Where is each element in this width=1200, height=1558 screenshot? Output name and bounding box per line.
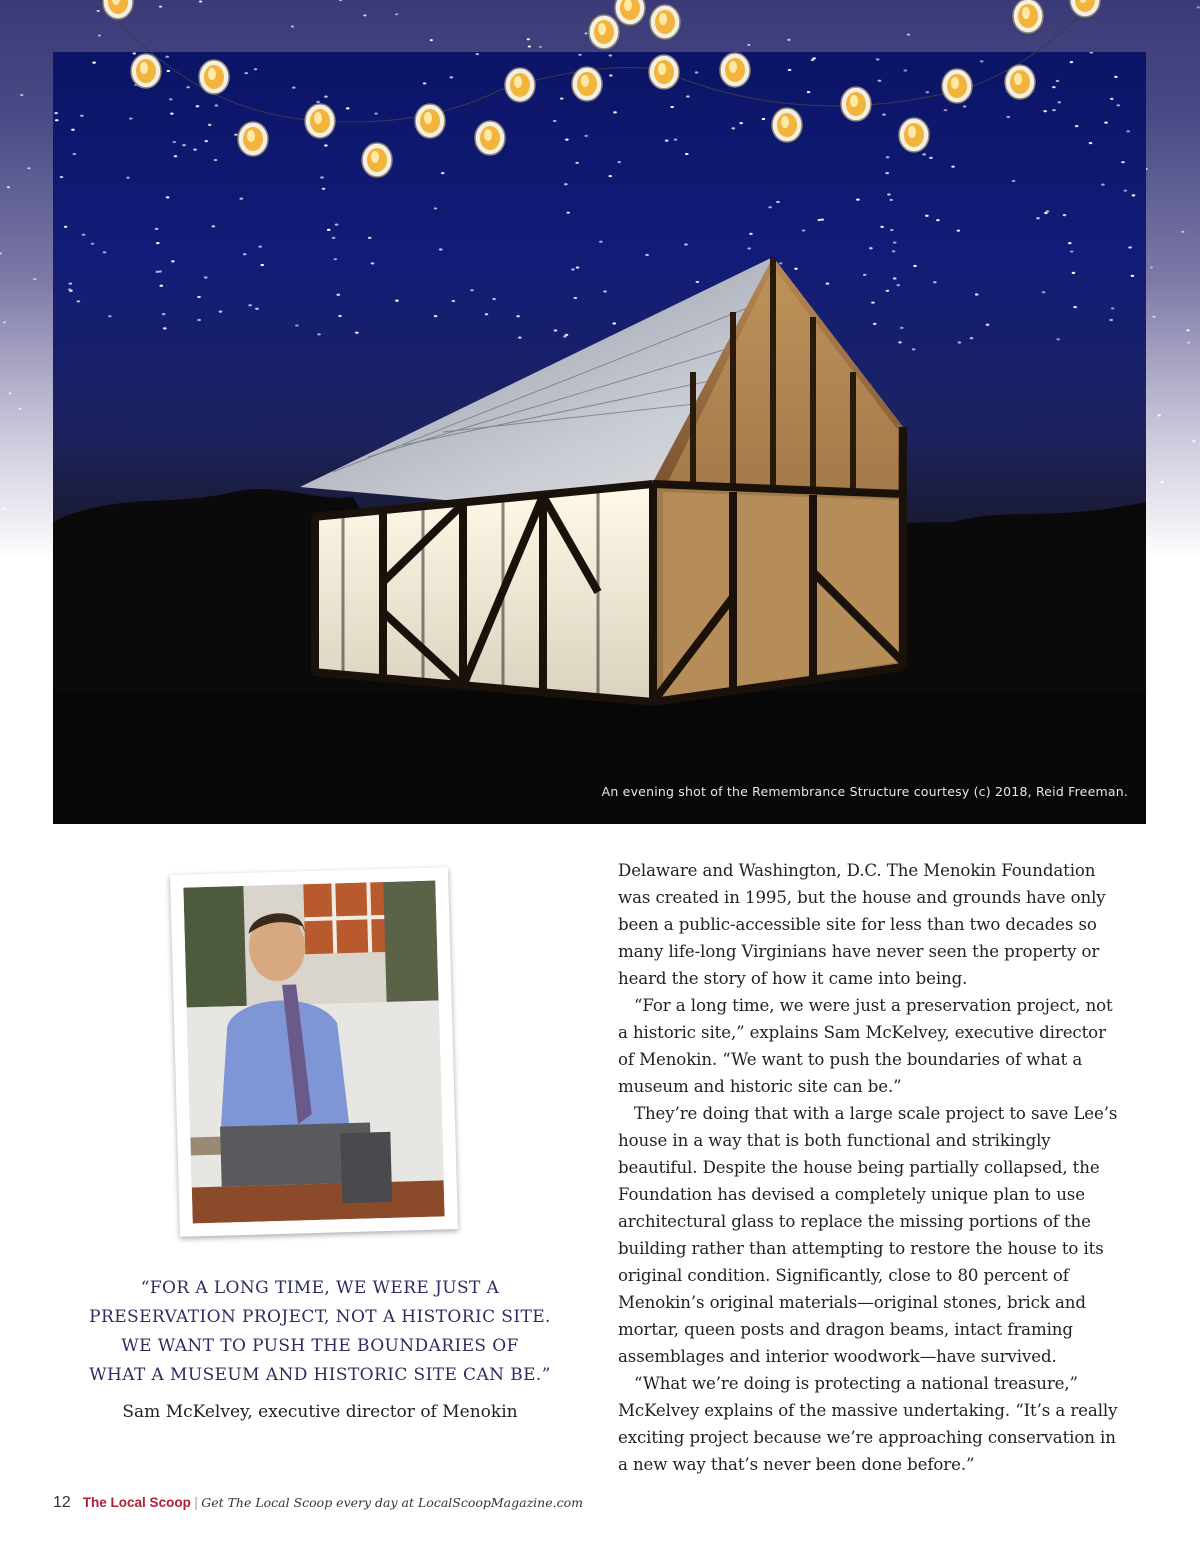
star-dot <box>695 71 699 73</box>
portrait-photo <box>183 881 444 1224</box>
star-dot <box>0 252 2 254</box>
star-dot <box>739 122 743 124</box>
star-dot <box>335 223 339 225</box>
star-dot <box>609 54 613 56</box>
star-dot <box>322 188 326 190</box>
star-dot <box>20 94 23 96</box>
star-dot <box>308 125 312 127</box>
star-dot <box>1056 80 1060 82</box>
star-dot <box>970 337 974 339</box>
star-dot <box>885 172 889 174</box>
star-dot <box>963 105 967 107</box>
footer-tagline: Get The Local Scoop every day at LocalScoopMagazine.com <box>201 1495 583 1510</box>
star-dot <box>423 82 427 84</box>
star-dot <box>159 6 162 8</box>
star-dot <box>539 46 542 48</box>
star-dot <box>913 265 917 267</box>
star-dot <box>441 172 445 174</box>
star-dot <box>60 176 64 178</box>
star-dot <box>174 155 178 157</box>
star-dot <box>92 62 96 64</box>
star-dot <box>893 277 897 279</box>
star-dot <box>255 308 259 310</box>
star-dot <box>566 212 570 214</box>
star-dot <box>1006 116 1010 118</box>
star-dot <box>1186 329 1189 331</box>
star-dot <box>584 32 587 34</box>
star-dot <box>1132 194 1136 196</box>
star-dot <box>674 138 678 140</box>
star-dot <box>670 106 674 108</box>
star-dot <box>1036 217 1040 219</box>
star-dot <box>922 153 926 155</box>
star-dot <box>142 69 146 71</box>
star-dot <box>599 241 603 243</box>
star-dot <box>788 69 792 71</box>
star-dot <box>452 300 456 302</box>
star-dot <box>812 57 816 59</box>
star-dot <box>167 70 171 72</box>
star-dot <box>156 242 160 244</box>
star-dot <box>1072 272 1076 274</box>
star-dot <box>1012 180 1016 182</box>
star-dot <box>696 281 700 283</box>
star-dot <box>1070 250 1074 252</box>
star-dot <box>1046 210 1050 212</box>
article-paragraph: “For a long time, we were just a preservation project, not a historic site,” explains Sam McKelvey, executive director of Menokin. “We want to push the boundaries of what a museum and historic site can be.” <box>618 996 1113 1096</box>
star-dot <box>793 133 797 135</box>
star-dot <box>239 198 243 200</box>
star-dot <box>324 96 328 98</box>
star-dot <box>291 26 294 28</box>
star-dot <box>1128 246 1132 248</box>
article-paragraph: They’re doing that with a large scale project to save Lee’s house in a way that is both functional and strikingly beautiful. Despite the house being partially collapsed, the Foundation has devised a completely unique plan to use architectural glass to replace the missing portions of the building rather than attempting to restore the house to its original condition. Significantly, close to 80 percent of Menokin’s original materials—original stones, brick and mortar, queen posts and dragon beams, intact framing assemblages and interior woodwork—have survived. <box>618 1104 1118 1366</box>
star-dot <box>882 114 886 116</box>
star-dot <box>214 159 218 161</box>
star-dot <box>904 69 908 71</box>
star-dot <box>565 334 569 336</box>
star-dot <box>316 101 320 103</box>
star-dot <box>944 109 948 111</box>
star-dot <box>747 247 751 249</box>
star-dot <box>334 258 338 260</box>
star-dot <box>197 296 201 298</box>
star-dot <box>132 52 136 54</box>
star-dot <box>166 196 170 198</box>
star-dot <box>887 193 891 195</box>
star-dot <box>571 268 575 270</box>
star-dot <box>865 103 869 105</box>
star-dot <box>591 26 594 28</box>
star-dot <box>1114 76 1118 78</box>
star-dot <box>3 508 6 510</box>
star-dot <box>450 76 454 78</box>
star-dot <box>873 323 877 325</box>
star-dot <box>395 300 399 302</box>
star-dot <box>768 206 772 208</box>
star-dot <box>159 285 163 287</box>
star-dot <box>371 262 375 264</box>
article-paragraph: “What we’re doing is protecting a national treasure,” McKelvey explains of the massive undertaking. “It’s a really exciting project because we’re approaching conservation in a new way that’s never been done before.” <box>618 1374 1118 1474</box>
star-dot <box>346 107 350 109</box>
star-dot <box>155 271 159 273</box>
star-dot <box>892 250 896 252</box>
star-dot <box>1056 338 1060 340</box>
star-dot <box>907 34 910 36</box>
star-dot <box>880 226 884 228</box>
star-dot <box>685 153 689 155</box>
pull-quote <box>60 1274 580 1390</box>
star-dot <box>434 110 438 112</box>
star-dot <box>258 246 262 248</box>
star-dot <box>575 162 579 164</box>
star-dot <box>886 290 890 292</box>
star-dot <box>486 132 490 134</box>
photo-caption: An evening shot of the Remembrance Structure courtesy (c) 2018, Reid Freeman. <box>601 784 1128 799</box>
star-dot <box>260 264 264 266</box>
star-dot <box>126 177 130 179</box>
pull-quote-line: WHAT A MUSEUM AND HISTORIC SITE CAN BE.” <box>89 1365 551 1385</box>
star-dot <box>439 248 443 250</box>
star-dot <box>430 39 433 41</box>
star-dot <box>324 144 328 146</box>
star-dot <box>787 39 790 41</box>
star-dot <box>199 1 202 3</box>
star-dot <box>339 0 342 1</box>
star-dot <box>108 315 112 317</box>
star-dot <box>1111 307 1115 309</box>
star-dot <box>91 243 95 245</box>
star-dot <box>254 68 258 70</box>
pull-quote-line: WE WANT TO PUSH THE BOUNDARIES OF <box>121 1336 519 1356</box>
structure-illustration <box>53 52 1146 824</box>
star-dot <box>579 71 583 73</box>
star-dot <box>665 140 669 142</box>
star-dot <box>77 300 81 302</box>
star-dot <box>776 201 780 203</box>
star-dot <box>292 86 296 88</box>
pull-quote-attribution: Sam McKelvey, executive director of Menokin <box>122 1402 518 1422</box>
star-dot <box>434 207 438 209</box>
star-dot <box>3 321 6 323</box>
star-dot <box>9 392 12 394</box>
star-dot <box>528 46 531 48</box>
star-dot <box>1057 101 1061 103</box>
star-dot <box>820 219 824 221</box>
star-dot <box>565 139 569 141</box>
star-dot <box>155 228 159 230</box>
star-dot <box>162 313 166 315</box>
star-dot <box>936 219 940 221</box>
star-dot <box>574 297 578 299</box>
star-dot <box>129 117 133 119</box>
star-dot <box>1070 61 1074 63</box>
star-dot <box>986 324 990 326</box>
star-dot <box>73 153 77 155</box>
star-dot <box>581 82 585 84</box>
star-dot <box>492 298 496 300</box>
footer-separator: | <box>193 1496 199 1511</box>
star-dot <box>197 319 201 321</box>
star-dot <box>165 56 169 58</box>
star-dot <box>893 241 897 243</box>
star-dot <box>1187 342 1190 344</box>
star-dot <box>603 290 607 292</box>
star-dot <box>1197 6 1200 8</box>
star-dot <box>612 322 616 324</box>
star-dot <box>1052 109 1056 111</box>
star-dot <box>889 199 893 201</box>
star-dot <box>910 135 914 137</box>
star-dot <box>912 348 916 350</box>
star-dot <box>103 251 107 253</box>
star-dot <box>1121 161 1125 163</box>
star-dot <box>609 74 613 76</box>
star-dot <box>1150 267 1153 269</box>
star-dot <box>762 118 766 120</box>
star-dot <box>802 229 806 231</box>
star-dot <box>933 281 937 283</box>
star-dot <box>234 134 238 136</box>
star-dot <box>1068 242 1072 244</box>
star-dot <box>578 54 582 56</box>
star-dot <box>1110 98 1114 100</box>
page-footer <box>53 1494 583 1512</box>
star-dot <box>97 10 100 12</box>
star-dot <box>434 315 438 317</box>
star-dot <box>980 60 984 62</box>
star-dot <box>71 129 75 131</box>
star-dot <box>170 113 174 115</box>
star-dot <box>1052 86 1056 88</box>
star-dot <box>18 408 21 410</box>
star-dot <box>259 145 263 147</box>
magazine-brand: The Local Scoop <box>82 1495 191 1510</box>
page-number: 12 <box>53 1494 71 1511</box>
star-dot <box>1124 189 1128 191</box>
star-dot <box>336 294 340 296</box>
star-dot <box>69 283 73 285</box>
star-dot <box>527 38 530 40</box>
star-dot <box>208 124 212 126</box>
star-dot <box>317 333 321 335</box>
star-dot <box>1063 214 1067 216</box>
star-dot <box>363 14 366 16</box>
star-dot <box>295 324 299 326</box>
star-dot <box>898 341 902 343</box>
star-dot <box>826 283 830 285</box>
star-dot <box>33 278 36 280</box>
star-dot <box>196 105 200 107</box>
star-dot <box>68 288 72 290</box>
star-dot <box>1090 52 1094 54</box>
star-dot <box>172 141 176 143</box>
star-dot <box>560 98 564 100</box>
star-dot <box>163 327 167 329</box>
star-dot <box>807 91 811 93</box>
star-dot <box>890 229 894 231</box>
star-dot <box>212 225 216 227</box>
star-dot <box>98 35 101 37</box>
star-dot <box>332 237 336 239</box>
star-dot <box>929 157 933 159</box>
article-paragraph: Delaware and Washington, D.C. The Menokin Foundation was created in 1995, but the house and grounds have only been a public-accessible site for less than two decades so many life-long Virginians have never seen the property or heard the story of how it came into being. <box>618 861 1106 988</box>
star-dot <box>182 144 186 146</box>
remembrance-structure-photo <box>53 52 1146 824</box>
star-dot <box>617 161 621 163</box>
star-dot <box>186 86 190 88</box>
star-dot <box>204 140 208 142</box>
star-dot <box>1104 121 1108 123</box>
star-dot <box>958 341 962 343</box>
star-dot <box>731 127 735 129</box>
star-dot <box>553 120 557 122</box>
star-dot <box>476 53 480 55</box>
star-dot <box>80 115 84 117</box>
star-dot <box>564 183 568 185</box>
star-dot <box>320 176 324 178</box>
star-dot <box>1126 130 1130 132</box>
star-dot <box>900 327 904 329</box>
star-dot <box>856 198 860 200</box>
star-dot <box>878 80 882 82</box>
star-dot <box>896 284 900 286</box>
star-dot <box>135 84 139 86</box>
star-dot <box>243 253 247 255</box>
star-dot <box>171 260 175 262</box>
star-dot <box>613 111 617 113</box>
star-dot <box>169 98 173 100</box>
star-dot <box>219 311 223 313</box>
star-dot <box>925 215 929 217</box>
star-dot <box>1116 104 1120 106</box>
star-dot <box>64 226 68 228</box>
star-dot <box>684 243 688 245</box>
star-dot <box>54 112 58 114</box>
star-dot <box>1073 306 1077 308</box>
star-dot <box>869 247 873 249</box>
star-dot <box>1160 481 1163 483</box>
star-dot <box>779 262 783 264</box>
pull-quote-line: “FOR A LONG TIME, WE WERE JUST A <box>140 1278 500 1298</box>
star-dot <box>886 156 890 158</box>
star-dot <box>204 276 208 278</box>
star-dot <box>686 95 690 97</box>
star-dot <box>876 58 880 60</box>
star-dot <box>576 266 580 268</box>
star-dot <box>951 166 955 168</box>
star-dot <box>608 175 612 177</box>
star-dot <box>516 315 520 317</box>
star-dot <box>747 44 750 46</box>
star-dot <box>1152 316 1155 318</box>
star-dot <box>248 304 252 306</box>
star-dot <box>470 289 474 291</box>
star-dot <box>957 230 961 232</box>
star-dot <box>215 104 219 106</box>
star-dot <box>1181 231 1184 233</box>
star-dot <box>863 274 867 276</box>
portrait-photo-frame <box>170 867 458 1237</box>
star-dot <box>645 254 649 256</box>
star-dot <box>1043 110 1047 112</box>
star-dot <box>244 72 248 74</box>
star-dot <box>794 268 798 270</box>
article-body <box>618 857 1123 1478</box>
star-dot <box>193 149 197 151</box>
pull-quote-line: PRESERVATION PROJECT, NOT A HISTORIC SITE. <box>89 1307 551 1327</box>
star-dot <box>27 167 30 169</box>
star-dot <box>355 332 359 334</box>
star-dot <box>584 135 588 137</box>
star-dot <box>395 13 398 15</box>
star-dot <box>1089 142 1093 144</box>
star-dot <box>554 329 558 331</box>
star-dot <box>871 301 875 303</box>
star-dot <box>518 336 522 338</box>
star-dot <box>1131 275 1135 277</box>
star-dot <box>1042 291 1046 293</box>
star-dot <box>82 234 86 236</box>
star-dot <box>338 315 342 317</box>
star-dot <box>975 293 979 295</box>
star-dot <box>749 233 753 235</box>
star-dot <box>485 313 489 315</box>
star-dot <box>374 113 378 115</box>
star-dot <box>1158 414 1161 416</box>
star-dot <box>1192 440 1195 442</box>
star-dot <box>925 91 929 93</box>
star-dot <box>7 186 10 188</box>
star-dot <box>55 119 59 121</box>
star-dot <box>1109 319 1113 321</box>
star-dot <box>368 237 372 239</box>
star-dot <box>327 229 331 231</box>
star-dot <box>1075 125 1079 127</box>
star-dot <box>1101 184 1105 186</box>
